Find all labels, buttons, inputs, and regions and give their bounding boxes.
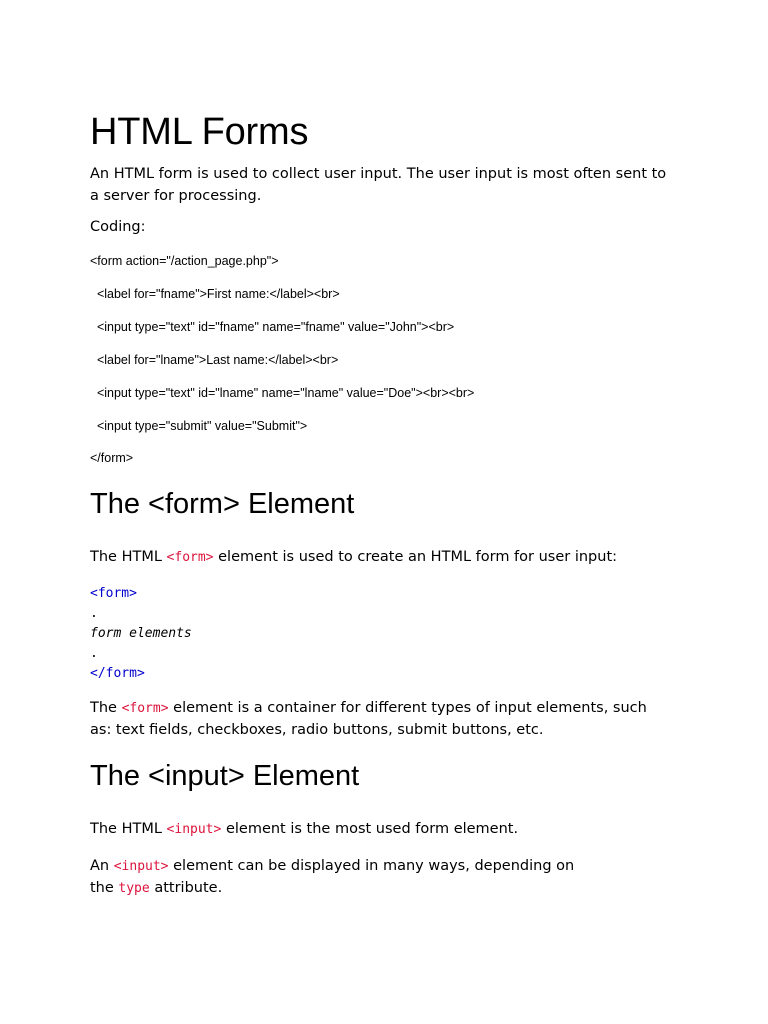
intro-paragraph: An HTML form is used to collect user input. The user input is most often sent to a server for processing. bbox=[90, 166, 667, 204]
form-element-heading: The <form> Element bbox=[90, 488, 355, 520]
example-close-tag: </form> bbox=[90, 666, 145, 681]
code-line: <label for="lname">Last name:</label><br> bbox=[90, 353, 339, 367]
example-dot: . bbox=[90, 646, 98, 661]
form-element-description: The HTML <form> element is used to create an HTML form for user input: bbox=[90, 549, 618, 565]
code-line: <input type="submit" value="Submit"> bbox=[90, 419, 308, 433]
inline-code: <form> bbox=[166, 550, 214, 565]
inline-code: type bbox=[118, 880, 150, 896]
form-container-paragraph: The <form> element is a container for different types of input elements, such as: text fields, checkboxes, radio buttons, submit buttons, etc. bbox=[90, 700, 647, 738]
code-line: <input type="text" id="fname" name="fname" value="John"><br> bbox=[90, 320, 455, 334]
example-dot: . bbox=[90, 606, 98, 621]
code-line: <form action="/action_page.php"> bbox=[90, 254, 279, 268]
code-line: <label for="fname">First name:</label><br> bbox=[90, 287, 340, 301]
code-line: </form> bbox=[90, 451, 134, 465]
code-line: <input type="text" id="lname" name="lname" value="Doe"><br><br> bbox=[90, 386, 475, 400]
input-element-heading: The <input> Element bbox=[90, 760, 360, 792]
inline-code: <form> bbox=[121, 701, 169, 716]
inline-code: <input> bbox=[113, 859, 169, 874]
inline-code: <input> bbox=[166, 822, 222, 837]
example-form-elements: form elements bbox=[90, 626, 192, 641]
input-element-description: The HTML <input> element is the most used form element. bbox=[90, 821, 519, 837]
input-display-paragraph: An <input> element can be displayed in many ways, depending on the type attribute. bbox=[90, 858, 575, 896]
page-title: HTML Forms bbox=[90, 111, 309, 153]
coding-label: Coding: bbox=[90, 219, 146, 235]
example-open-tag: <form> bbox=[90, 586, 137, 601]
